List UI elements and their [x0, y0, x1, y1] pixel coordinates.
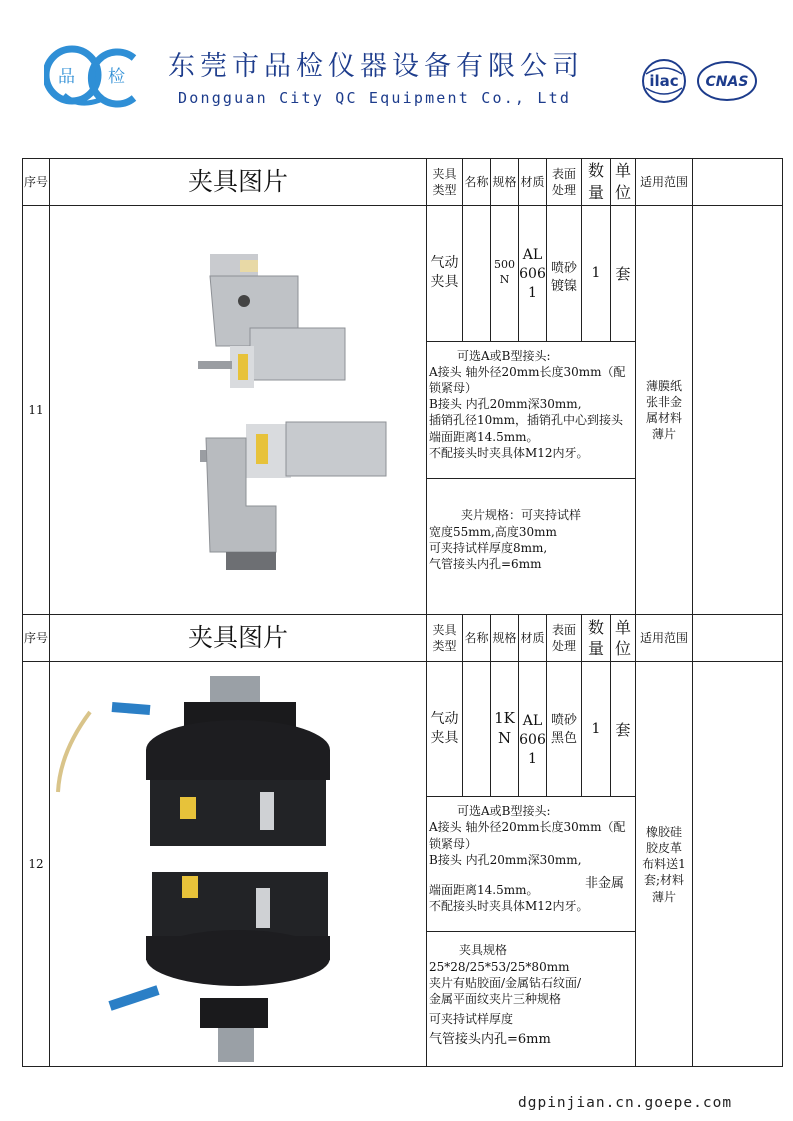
header-unit: 单位	[611, 159, 636, 206]
ilac-badge	[638, 58, 690, 104]
row-name	[463, 662, 491, 797]
svg-text:检: 检	[108, 67, 125, 87]
svg-text:CNAS: CNAS	[705, 74, 749, 90]
row-type: 气动夹具	[427, 206, 463, 342]
options-title: 可选A或B型接头:	[457, 348, 551, 363]
header-blank	[693, 159, 783, 206]
option-line: 插销孔径10mm，插销孔中心到接头端面距离14.5mm。	[429, 413, 624, 444]
row-qty: 1	[582, 206, 611, 342]
page-header	[0, 0, 793, 150]
header-seq: 序号	[23, 615, 50, 662]
row-spec: 1KN	[491, 662, 519, 797]
spec-line: 气管接头内孔=6mm	[429, 1032, 551, 1048]
header-spec: 规格	[491, 615, 519, 662]
spec-line: 夹片规格：可夹持试样	[461, 508, 582, 523]
fixture-table	[22, 158, 783, 1067]
jaw-spec	[427, 932, 636, 1067]
table-header-row	[23, 159, 783, 206]
header-qty: 数量	[582, 159, 611, 206]
row-material: AL6061	[519, 662, 547, 797]
row-range: 橡胶硅胶皮革布料送1套;材料薄片	[636, 662, 693, 1067]
row-spec: 500N	[491, 206, 519, 342]
header-range: 适用范围	[636, 159, 693, 206]
fixture-photo-500n	[50, 206, 427, 615]
table-row	[23, 662, 783, 797]
header-photo: 夹具图片	[50, 615, 427, 662]
row-seq: 11	[23, 206, 50, 615]
row-qty: 1	[582, 662, 611, 797]
spec-line: 25*28/25*53/25*80mm	[429, 959, 570, 974]
row-material: AL6061	[519, 206, 547, 342]
spec-line: 夹具规格	[459, 943, 508, 958]
header-range: 适用范围	[636, 615, 693, 662]
company-name-cn: 东莞市品检仪器设备有限公司	[168, 51, 584, 82]
header-material: 材质	[519, 159, 547, 206]
spec-line: 金属平面纹夹片三种规格	[429, 991, 562, 1006]
fixture-photo-1kn	[50, 662, 427, 1067]
row-type: 气动夹具	[427, 662, 463, 797]
header-seq: 序号	[23, 159, 50, 206]
option-line: A接头 轴外径20mm长度30mm（配锁紧母）	[429, 364, 626, 396]
option-line: 不配接头时夹具体M12内牙。	[429, 899, 589, 914]
header-material: 材质	[519, 615, 547, 662]
overlay-text: 非金属	[585, 876, 625, 891]
row-unit: 套	[611, 206, 636, 342]
company-logo	[44, 40, 146, 114]
row-blank	[693, 206, 783, 615]
spec-line: 气管接头内孔=6mm	[429, 557, 542, 572]
table-header-row	[23, 615, 783, 662]
header-name: 名称	[463, 615, 491, 662]
option-line: B接头 内孔20mm深30mm,	[429, 852, 582, 867]
option-line: A接头 轴外径20mm长度30mm（配锁紧母）	[429, 820, 626, 851]
joint-options	[427, 797, 636, 932]
option-line: B接头 内孔20mm深30mm,	[429, 397, 582, 412]
options-title: 可选A或B型接头:	[457, 804, 551, 819]
header-type: 夹具类型	[427, 615, 463, 662]
pneumatic-clamp-black-image	[50, 662, 427, 1062]
option-line: 不配接头时夹具体M12内牙。	[429, 445, 589, 460]
header-surface: 表面处理	[547, 615, 582, 662]
header-surface: 表面处理	[547, 159, 582, 206]
spec-line: 可夹持试样厚度8mm,	[429, 540, 548, 555]
header-photo: 夹具图片	[50, 159, 427, 206]
cnas-badge	[696, 58, 758, 104]
header-blank	[693, 615, 783, 662]
header-spec: 规格	[491, 159, 519, 206]
row-range: 薄膜纸张非金属材料薄片	[636, 206, 693, 615]
spec-line: 宽度55mm,高度30mm	[429, 524, 557, 539]
table-row	[23, 206, 783, 342]
row-surface: 喷砂黑色	[547, 662, 582, 797]
row-unit: 套	[611, 662, 636, 797]
site-watermark: dgpinjian.cn.goepe.com	[518, 1095, 733, 1111]
row-blank	[693, 662, 783, 1067]
header-type: 夹具类型	[427, 159, 463, 206]
header-name: 名称	[463, 159, 491, 206]
svg-text:ilac: ilac	[649, 72, 679, 90]
company-name-en: Dongguan City QC Equipment Co., Ltd	[178, 89, 572, 107]
svg-text:品: 品	[58, 67, 75, 87]
header-unit: 单位	[611, 615, 636, 662]
row-surface: 喷砂镀镍	[547, 206, 582, 342]
header-qty: 数量	[582, 615, 611, 662]
option-line: 端面距离14.5mm。	[429, 883, 539, 897]
spec-line: 夹片有贴胶面/金属钻石纹面/	[429, 975, 582, 990]
row-seq: 12	[23, 662, 50, 1067]
spec-line: 可夹持试样厚度	[429, 1012, 514, 1027]
jaw-spec	[427, 479, 636, 615]
joint-options	[427, 341, 636, 479]
pneumatic-clamp-image	[50, 206, 427, 610]
row-name	[463, 206, 491, 342]
